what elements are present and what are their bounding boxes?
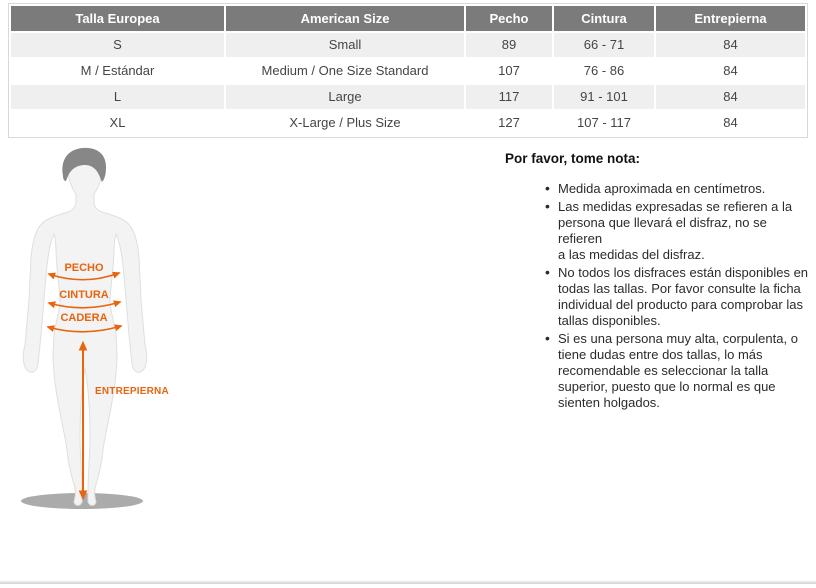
cell-size-us: Large (226, 85, 464, 109)
note-line: • No todos los disfraces están disponibles en (558, 265, 809, 280)
note-line: todas las tallas. Por favor consulte la ficha (558, 281, 801, 296)
table-row-l (11, 85, 805, 109)
notes-panel (505, 151, 810, 413)
cell-size-us: Small (226, 33, 464, 57)
note-line: individual del producto para comprobar las (558, 297, 803, 312)
header-entrepierna: Entrepierna (656, 6, 805, 31)
cell-chest: 127 (466, 111, 552, 135)
note-line: tallas disponibles. (558, 313, 661, 328)
note-item (545, 265, 810, 329)
cell-inseam: 84 (656, 85, 805, 109)
cell-waist: 91 - 101 (554, 85, 654, 109)
inseam-label: ENTREPIERNA (95, 386, 169, 397)
cell-size-eu: XL (11, 111, 224, 135)
note-item (545, 199, 810, 263)
table-row-s (11, 33, 805, 57)
header-cintura: Cintura (554, 6, 654, 31)
cell-inseam: 84 (656, 111, 805, 135)
header-talla-europea: Talla Europea (11, 6, 224, 31)
note-line: sienten holgados. (558, 395, 660, 410)
cell-waist: 76 - 86 (554, 59, 654, 83)
note-item (545, 331, 810, 411)
cell-size-us: Medium / One Size Standard (226, 59, 464, 83)
table-row-m (11, 59, 805, 83)
cell-size-eu: L (11, 85, 224, 109)
size-table-header-row (11, 6, 805, 31)
note-line: a las medidas del disfraz. (558, 247, 705, 262)
cell-size-eu: M / Estándar (11, 59, 224, 83)
table-row-xl (11, 111, 805, 135)
notes-list (505, 181, 810, 411)
body-measurement-diagram (0, 140, 200, 520)
cell-chest: 89 (466, 33, 552, 57)
cell-waist: 107 - 117 (554, 111, 654, 135)
note-line: persona que llevará el disfraz, no se refieren (558, 215, 767, 246)
note-item (545, 181, 810, 197)
bottom-divider (0, 581, 816, 584)
note-line: recomendable es seleccionar la talla (558, 363, 769, 378)
cell-size-us: X-Large / Plus Size (226, 111, 464, 135)
cell-inseam: 84 (656, 59, 805, 83)
cell-chest: 117 (466, 85, 552, 109)
cell-inseam: 84 (656, 33, 805, 57)
header-american-size: American Size (226, 6, 464, 31)
header-pecho: Pecho (466, 6, 552, 31)
note-line: • Si es una persona muy alta, corpulenta, o (558, 331, 798, 346)
cell-waist: 66 - 71 (554, 33, 654, 57)
hips-label: CADERA (60, 312, 108, 324)
cell-chest: 107 (466, 59, 552, 83)
note-line: • Las medidas expresadas se refieren a la (558, 199, 793, 214)
size-table (8, 3, 808, 138)
chest-label: PECHO (64, 262, 104, 274)
note-line: • Medida aproximada en centímetros. (558, 181, 766, 196)
cell-size-eu: S (11, 33, 224, 57)
notes-heading: Por favor, tome nota: (505, 151, 641, 166)
note-line: superior, puesto que lo normal es que (558, 379, 776, 394)
body-silhouette (23, 149, 147, 505)
note-line: tiene dudas entre dos tallas, lo más (558, 347, 763, 362)
waist-label: CINTURA (59, 289, 109, 301)
